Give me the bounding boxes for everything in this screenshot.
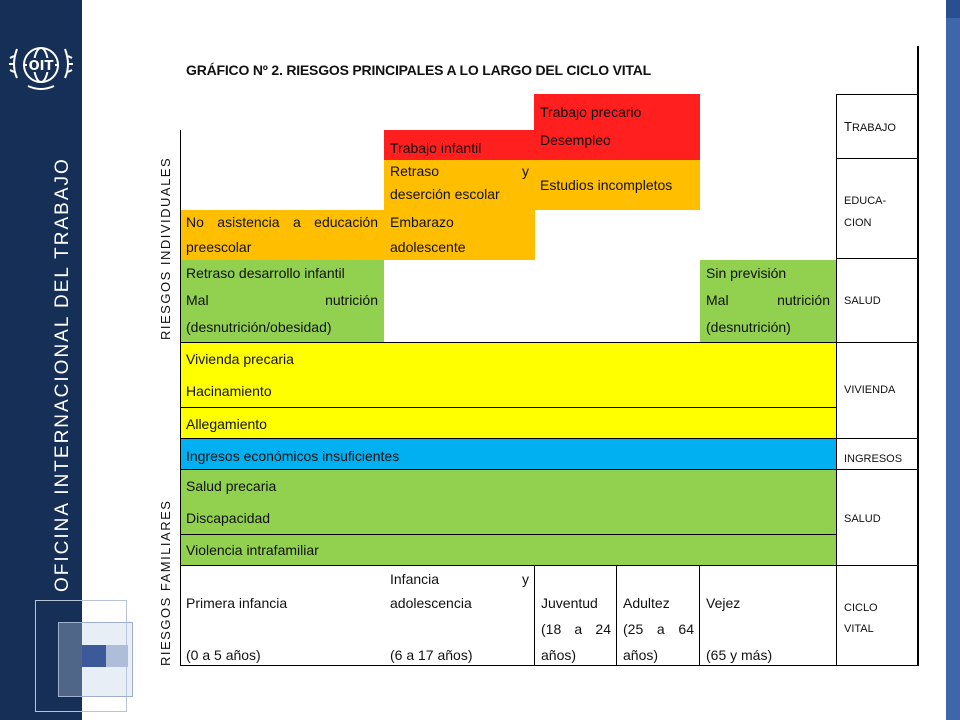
line-salud-ciclo: [180, 565, 919, 566]
line-vivienda-ingresos: [180, 438, 919, 439]
line-category-left: [836, 94, 837, 666]
line-allegamiento-top: [180, 407, 836, 408]
oit-logo: [8, 34, 74, 96]
right-accent-bar: [946, 0, 960, 720]
category-ingresos: INGRESOS: [844, 453, 903, 465]
deco-square-dark: [82, 645, 106, 667]
line-ingresos-salud: [180, 469, 919, 470]
cell-ingresos-insuficientes: Ingresos económicos insuficientes: [180, 439, 836, 469]
svg-text:OIT: OIT: [28, 59, 54, 74]
org-name-text: OFICINA INTERNACIONAL DEL TRABAJO: [52, 157, 73, 592]
line-left-individual: [180, 130, 181, 342]
cell-allegamiento: Allegamiento: [180, 408, 836, 438]
line-stage-div-1: [534, 566, 535, 666]
group-label-family: RIESGOS FAMILIARES: [158, 499, 173, 666]
stage-primera-infancia: Primera infancia (0 a 5 años): [186, 595, 288, 663]
cell-sin-prevision: Sin previsión Mal nutrición (desnutrición): [700, 260, 836, 342]
category-salud-individual: SALUD: [844, 295, 881, 307]
group-label-individual: RIESGOS INDIVIDUALES: [158, 156, 173, 340]
stage-adultez: Adultez (25 a 64 años): [623, 595, 694, 663]
org-name: [40, 157, 73, 592]
cell-retraso-desercion: Retraso y deserción escolar: [384, 160, 535, 210]
line-bottom: [180, 665, 919, 666]
line-top-trabajo: [836, 94, 919, 95]
cell-no-asistencia: No asistencia a educación preescolar: [180, 210, 384, 260]
line-stage-div-3: [699, 566, 700, 666]
stage-vejez: Vejez (65 y más): [706, 595, 773, 663]
line-trabajo-educacion: [836, 158, 919, 159]
cell-vivienda-precaria: Vivienda precaria Hacinamiento: [180, 343, 836, 407]
cell-embarazo: Embarazo adolescente: [384, 210, 535, 260]
stage-infancia-adolescencia: Infancia y adolescencia (6 a 17 años): [390, 571, 529, 663]
category-ciclo-vital: CICLO VITAL: [844, 602, 878, 635]
cell-salud-precaria: Salud precaria Discapacidad: [180, 470, 836, 534]
category-educacion: EDUCA- CION: [844, 195, 887, 229]
line-right-border: [917, 46, 919, 666]
chart-title: GRÁFICO Nº 2. RIESGOS PRINCIPALES A LO LARGO DEL CICLO VITAL: [186, 62, 651, 78]
line-individual-family: [180, 342, 919, 343]
category-salud-familiar: SALUD: [844, 513, 881, 525]
category-vivienda: VIVIENDA: [844, 384, 896, 396]
line-violencia-top: [180, 534, 836, 535]
line-educacion-salud: [836, 258, 919, 259]
category-trabajo: TRABAJO: [844, 119, 896, 134]
right-accent-bar-top: [946, 0, 960, 18]
deco-square-light: [106, 645, 128, 667]
line-left-family: [180, 343, 181, 666]
cell-violencia: Violencia intrafamiliar: [180, 535, 836, 565]
cell-trabajo-infantil: Trabajo infantil: [384, 130, 535, 160]
line-stage-div-2: [616, 566, 617, 666]
stage-juventud: Juventud (18 a 24 años): [541, 595, 611, 663]
cell-estudios-incompletos: Estudios incompletos: [534, 160, 700, 210]
cell-trabajo-precario: Trabajo precario Desempleo: [534, 94, 700, 160]
cell-retraso-desarrollo: Retraso desarrollo infantil Mal nutrición (desnutrición/obesidad): [180, 260, 384, 342]
